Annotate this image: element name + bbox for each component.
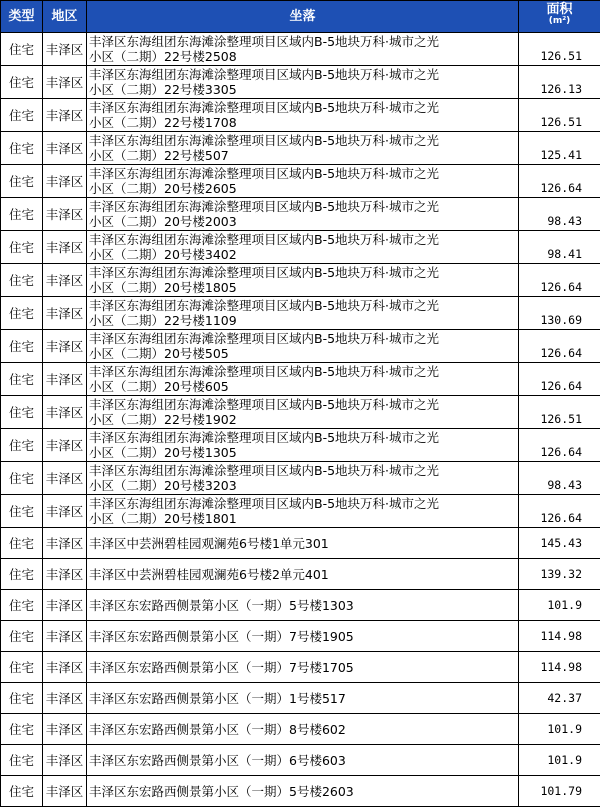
table-row <box>1 776 600 807</box>
cell-type: 住宅 <box>1 714 43 745</box>
cell-size: 126.64 <box>519 495 600 528</box>
header-area: 地区 <box>43 1 87 33</box>
cell-size: 101.9 <box>519 590 600 621</box>
cell-size: 126.64 <box>519 264 600 297</box>
cell-address <box>87 462 519 495</box>
cell-address <box>87 714 519 745</box>
table-row <box>1 264 600 297</box>
table-row <box>1 559 600 590</box>
cell-size: 126.51 <box>519 396 600 429</box>
address-line-1: 丰泽区东海组团东海滩涂整理项目区域内B-5地块万科·城市之光 <box>89 364 518 379</box>
header-type: 类型 <box>1 1 43 33</box>
address-line-1: 丰泽区东海组团东海滩涂整理项目区域内B-5地块万科·城市之光 <box>89 331 518 346</box>
address-line-2: 小区（二期）22号楼1902 <box>89 412 518 427</box>
address-line-1: 丰泽区东海组团东海滩涂整理项目区域内B-5地块万科·城市之光 <box>89 133 518 148</box>
address-line-1: 丰泽区东海组团东海滩涂整理项目区域内B-5地块万科·城市之光 <box>89 265 518 280</box>
header-size <box>519 1 600 33</box>
cell-type: 住宅 <box>1 231 43 264</box>
cell-address <box>87 621 519 652</box>
cell-area: 丰泽区 <box>43 330 87 363</box>
cell-area: 丰泽区 <box>43 396 87 429</box>
table-row <box>1 330 600 363</box>
cell-type: 住宅 <box>1 363 43 396</box>
cell-area: 丰泽区 <box>43 132 87 165</box>
cell-type: 住宅 <box>1 66 43 99</box>
cell-type: 住宅 <box>1 621 43 652</box>
cell-address <box>87 590 519 621</box>
cell-address <box>87 99 519 132</box>
cell-type: 住宅 <box>1 652 43 683</box>
address-line-1: 丰泽区东海组团东海滩涂整理项目区域内B-5地块万科·城市之光 <box>89 199 518 214</box>
cell-type: 住宅 <box>1 495 43 528</box>
cell-type: 住宅 <box>1 559 43 590</box>
cell-address <box>87 363 519 396</box>
cell-area: 丰泽区 <box>43 590 87 621</box>
address-line-1: 丰泽区东宏路西侧景第小区（一期）5号楼1303 <box>89 598 518 613</box>
address-line-1: 丰泽区东海组团东海滩涂整理项目区域内B-5地块万科·城市之光 <box>89 166 518 181</box>
table-row <box>1 462 600 495</box>
address-line-1: 丰泽区东海组团东海滩涂整理项目区域内B-5地块万科·城市之光 <box>89 463 518 478</box>
address-line-1: 丰泽区东海组团东海滩涂整理项目区域内B-5地块万科·城市之光 <box>89 67 518 82</box>
cell-area: 丰泽区 <box>43 714 87 745</box>
address-line-2: 小区（二期）22号楼507 <box>89 148 518 163</box>
cell-type: 住宅 <box>1 462 43 495</box>
cell-address <box>87 66 519 99</box>
cell-size: 98.43 <box>519 462 600 495</box>
table-row <box>1 132 600 165</box>
table-header-row <box>1 1 600 33</box>
table-row <box>1 297 600 330</box>
cell-address <box>87 528 519 559</box>
address-line-2: 小区（二期）20号楼1801 <box>89 511 518 526</box>
cell-type: 住宅 <box>1 528 43 559</box>
cell-size: 114.98 <box>519 621 600 652</box>
cell-address <box>87 652 519 683</box>
address-line-2: 小区（二期）20号楼2003 <box>89 214 518 229</box>
address-line-2: 小区（二期）22号楼3305 <box>89 82 518 97</box>
cell-area: 丰泽区 <box>43 363 87 396</box>
cell-area: 丰泽区 <box>43 559 87 590</box>
cell-size: 139.32 <box>519 559 600 590</box>
cell-area: 丰泽区 <box>43 745 87 776</box>
cell-address <box>87 429 519 462</box>
address-line-2: 小区（二期）20号楼1305 <box>89 445 518 460</box>
address-line-1: 丰泽区东宏路西侧景第小区（一期）5号楼2603 <box>89 784 518 799</box>
cell-address <box>87 330 519 363</box>
table-row <box>1 621 600 652</box>
address-line-1: 丰泽区东宏路西侧景第小区（一期）7号楼1905 <box>89 629 518 644</box>
cell-size: 130.69 <box>519 297 600 330</box>
cell-area: 丰泽区 <box>43 621 87 652</box>
cell-type: 住宅 <box>1 590 43 621</box>
table-row <box>1 396 600 429</box>
cell-size: 126.64 <box>519 165 600 198</box>
address-line-2: 小区（二期）20号楼2605 <box>89 181 518 196</box>
cell-area: 丰泽区 <box>43 683 87 714</box>
cell-area: 丰泽区 <box>43 462 87 495</box>
cell-area: 丰泽区 <box>43 33 87 66</box>
cell-area: 丰泽区 <box>43 198 87 231</box>
cell-size: 125.41 <box>519 132 600 165</box>
address-line-1: 丰泽区东海组团东海滩涂整理项目区域内B-5地块万科·城市之光 <box>89 397 518 412</box>
cell-area: 丰泽区 <box>43 429 87 462</box>
cell-size: 145.43 <box>519 528 600 559</box>
cell-area: 丰泽区 <box>43 776 87 807</box>
table-row <box>1 714 600 745</box>
cell-size: 126.13 <box>519 66 600 99</box>
cell-address <box>87 745 519 776</box>
table-row <box>1 363 600 396</box>
table-row <box>1 652 600 683</box>
address-line-1: 丰泽区东宏路西侧景第小区（一期）8号楼602 <box>89 722 518 737</box>
address-line-1: 丰泽区东宏路西侧景第小区（一期）1号楼517 <box>89 691 518 706</box>
address-line-2: 小区（二期）22号楼1109 <box>89 313 518 328</box>
address-line-2: 小区（二期）20号楼3203 <box>89 478 518 493</box>
address-line-2: 小区（二期）20号楼605 <box>89 379 518 394</box>
cell-type: 住宅 <box>1 165 43 198</box>
address-line-1: 丰泽区东宏路西侧景第小区（一期）6号楼603 <box>89 753 518 768</box>
cell-address <box>87 231 519 264</box>
cell-type: 住宅 <box>1 33 43 66</box>
cell-size: 126.51 <box>519 33 600 66</box>
address-line-1: 丰泽区中芸洲碧桂园观澜苑6号楼2单元401 <box>89 567 518 582</box>
cell-address <box>87 559 519 590</box>
cell-size: 98.43 <box>519 198 600 231</box>
cell-size: 101.79 <box>519 776 600 807</box>
cell-type: 住宅 <box>1 297 43 330</box>
address-line-1: 丰泽区东海组团东海滩涂整理项目区域内B-5地块万科·城市之光 <box>89 496 518 511</box>
cell-type: 住宅 <box>1 683 43 714</box>
header-size-unit: (m²) <box>519 17 600 26</box>
table-row <box>1 165 600 198</box>
cell-size: 101.9 <box>519 714 600 745</box>
table-row <box>1 429 600 462</box>
table-row <box>1 99 600 132</box>
table-row <box>1 33 600 66</box>
cell-area: 丰泽区 <box>43 99 87 132</box>
cell-size: 126.64 <box>519 330 600 363</box>
cell-address <box>87 33 519 66</box>
table-row <box>1 528 600 559</box>
cell-type: 住宅 <box>1 429 43 462</box>
table-row <box>1 745 600 776</box>
cell-size: 126.51 <box>519 99 600 132</box>
address-line-1: 丰泽区东宏路西侧景第小区（一期）7号楼1705 <box>89 660 518 675</box>
cell-size: 126.64 <box>519 429 600 462</box>
address-line-1: 丰泽区东海组团东海滩涂整理项目区域内B-5地块万科·城市之光 <box>89 34 518 49</box>
cell-address <box>87 264 519 297</box>
address-line-2: 小区（二期）20号楼3402 <box>89 247 518 262</box>
cell-area: 丰泽区 <box>43 528 87 559</box>
cell-size: 126.64 <box>519 363 600 396</box>
table-row <box>1 198 600 231</box>
cell-size: 98.41 <box>519 231 600 264</box>
address-line-1: 丰泽区东海组团东海滩涂整理项目区域内B-5地块万科·城市之光 <box>89 298 518 313</box>
cell-address <box>87 198 519 231</box>
header-address: 坐落 <box>87 1 519 33</box>
address-line-2: 小区（二期）20号楼1805 <box>89 280 518 295</box>
address-line-2: 小区（二期）22号楼1708 <box>89 115 518 130</box>
cell-address <box>87 495 519 528</box>
table-row <box>1 683 600 714</box>
address-line-2: 小区（二期）22号楼2508 <box>89 49 518 64</box>
address-line-1: 丰泽区东海组团东海滩涂整理项目区域内B-5地块万科·城市之光 <box>89 232 518 247</box>
cell-type: 住宅 <box>1 264 43 297</box>
cell-address <box>87 165 519 198</box>
table-row <box>1 66 600 99</box>
address-line-2: 小区（二期）20号楼505 <box>89 346 518 361</box>
address-line-1: 丰泽区中芸洲碧桂园观澜苑6号楼1单元301 <box>89 536 518 551</box>
cell-address <box>87 396 519 429</box>
address-line-1: 丰泽区东海组团东海滩涂整理项目区域内B-5地块万科·城市之光 <box>89 430 518 445</box>
cell-type: 住宅 <box>1 776 43 807</box>
cell-type: 住宅 <box>1 330 43 363</box>
cell-area: 丰泽区 <box>43 652 87 683</box>
cell-area: 丰泽区 <box>43 297 87 330</box>
cell-type: 住宅 <box>1 198 43 231</box>
cell-address <box>87 683 519 714</box>
cell-area: 丰泽区 <box>43 231 87 264</box>
table-row <box>1 231 600 264</box>
cell-address <box>87 132 519 165</box>
cell-size: 114.98 <box>519 652 600 683</box>
cell-address <box>87 776 519 807</box>
cell-area: 丰泽区 <box>43 264 87 297</box>
cell-type: 住宅 <box>1 396 43 429</box>
cell-area: 丰泽区 <box>43 165 87 198</box>
cell-type: 住宅 <box>1 99 43 132</box>
table-row <box>1 590 600 621</box>
cell-type: 住宅 <box>1 745 43 776</box>
cell-area: 丰泽区 <box>43 66 87 99</box>
cell-area: 丰泽区 <box>43 495 87 528</box>
cell-address <box>87 297 519 330</box>
cell-size: 42.37 <box>519 683 600 714</box>
cell-type: 住宅 <box>1 132 43 165</box>
cell-size: 101.9 <box>519 745 600 776</box>
table-row <box>1 495 600 528</box>
header-size-label: 面积 <box>519 3 600 17</box>
address-line-1: 丰泽区东海组团东海滩涂整理项目区域内B-5地块万科·城市之光 <box>89 100 518 115</box>
